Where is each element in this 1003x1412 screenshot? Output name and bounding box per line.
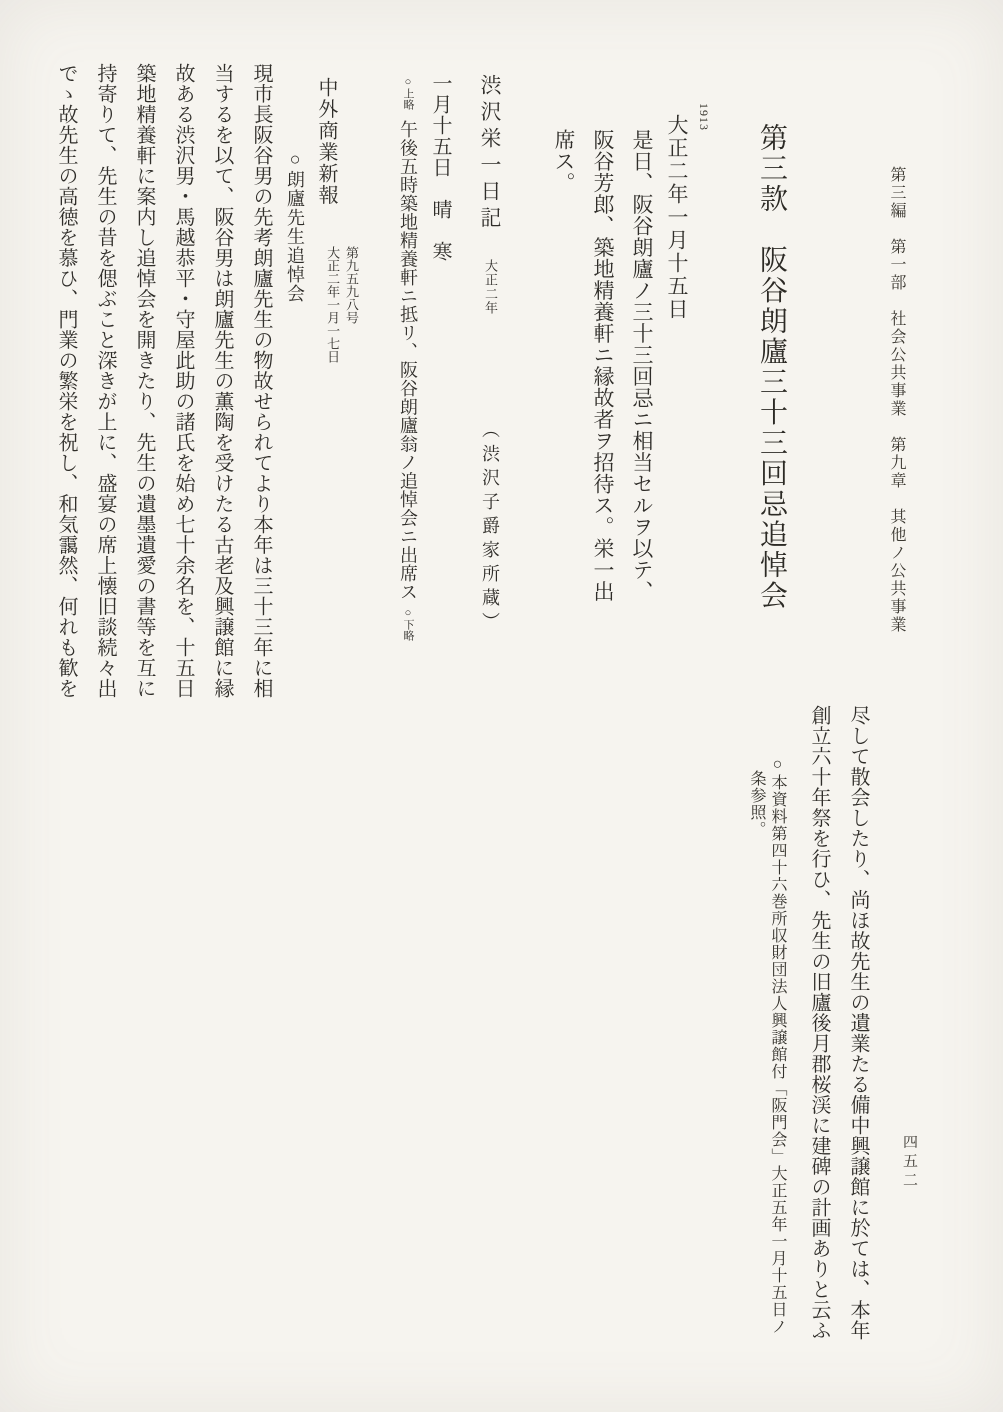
entry-summary-line: 阪谷芳郎、築地精養軒ニ縁故者ヲ招待ス。栄一出 [591, 129, 615, 602]
newspaper-source-title: 中外商業新報 [315, 77, 337, 206]
diary-source-citation [479, 74, 500, 315]
diary-ownership-note: （渋沢子爵家所蔵） [480, 420, 500, 636]
diary-entry-text [399, 76, 417, 641]
article-body-line: 故ある渋沢男・馬越恭平・守屋此助の諸氏を始め七十余名を、十五日 [172, 63, 194, 699]
entry-summary-line: 席ス。 [552, 129, 576, 194]
entry-date: 大正二年一月十五日 [665, 114, 689, 321]
newspaper-article-title: ○朗廬先生追悼会 [285, 149, 305, 303]
article-body-line: 現市長阪谷男の先考朗廬先生の物故せられてより本年は三十三年に相 [250, 63, 272, 699]
newspaper-issue-number: 第九五九八号 [344, 246, 359, 324]
newspaper-issue-date: 大正二年一月一七日 [325, 246, 341, 363]
reference-note-line: ○本資料第四十六巻所収財団法人興譲館付「阪門会」大正五年一月十五日ノ [769, 756, 786, 1335]
entry-summary-line: 是日、阪谷朗廬ノ三十三回忌ニ相当セルヲ以テ、 [630, 129, 654, 602]
newspaper-issue-annotation [320, 246, 360, 363]
article-body-line: 築地精養軒に案内し追悼会を開きたり、先生の遺墨遺愛の書等を互に [133, 63, 155, 699]
omission-marker-start: ○上略 [402, 76, 414, 110]
diary-source-title: 渋沢栄一日記 [478, 74, 502, 233]
section-heading: 第三款 阪谷朗廬三十三回忌追悼会 [756, 123, 787, 611]
article-body-line: 当するを以て、阪谷男は朗廬先生の薫陶を受けたる古老及興譲館に縁 [211, 63, 233, 699]
article-body-line: でゝ故先生の高徳を慕ひ、門業の繁栄を祝し、和気靄然、何れも歓を [55, 63, 77, 699]
article-body-line: 創立六十年祭を行ひ、先生の旧廬後月郡桜渓に建碑の計画ありと云ふ [808, 705, 830, 1341]
diary-entry-date: 一月十五日 晴 寒 [429, 73, 451, 262]
running-head: 第三編 第一部 社会公共事業 第九章 其他ノ公共事業 [888, 166, 905, 634]
page-number: 四五二 [901, 1134, 917, 1191]
article-body-line: 尽して散会したり、尚ほ故先生の遺業たる備中興譲館に於ては、本年 [847, 705, 869, 1341]
article-body-line: 持寄りて、先生の昔を偲ぶこと深きが上に、盛宴の席上懐旧談続々出 [94, 63, 116, 699]
diary-entry-body: 午後五時築地精養軒ニ抵リ、阪谷朗廬翁ノ追悼会ニ出席ス [398, 120, 418, 601]
omission-marker-end: ○下略 [402, 607, 414, 641]
reference-note-line: 条参照。 [748, 770, 765, 838]
diary-source-year: 大正二年 [483, 259, 498, 315]
entry-year-western: 1913 [697, 103, 711, 131]
